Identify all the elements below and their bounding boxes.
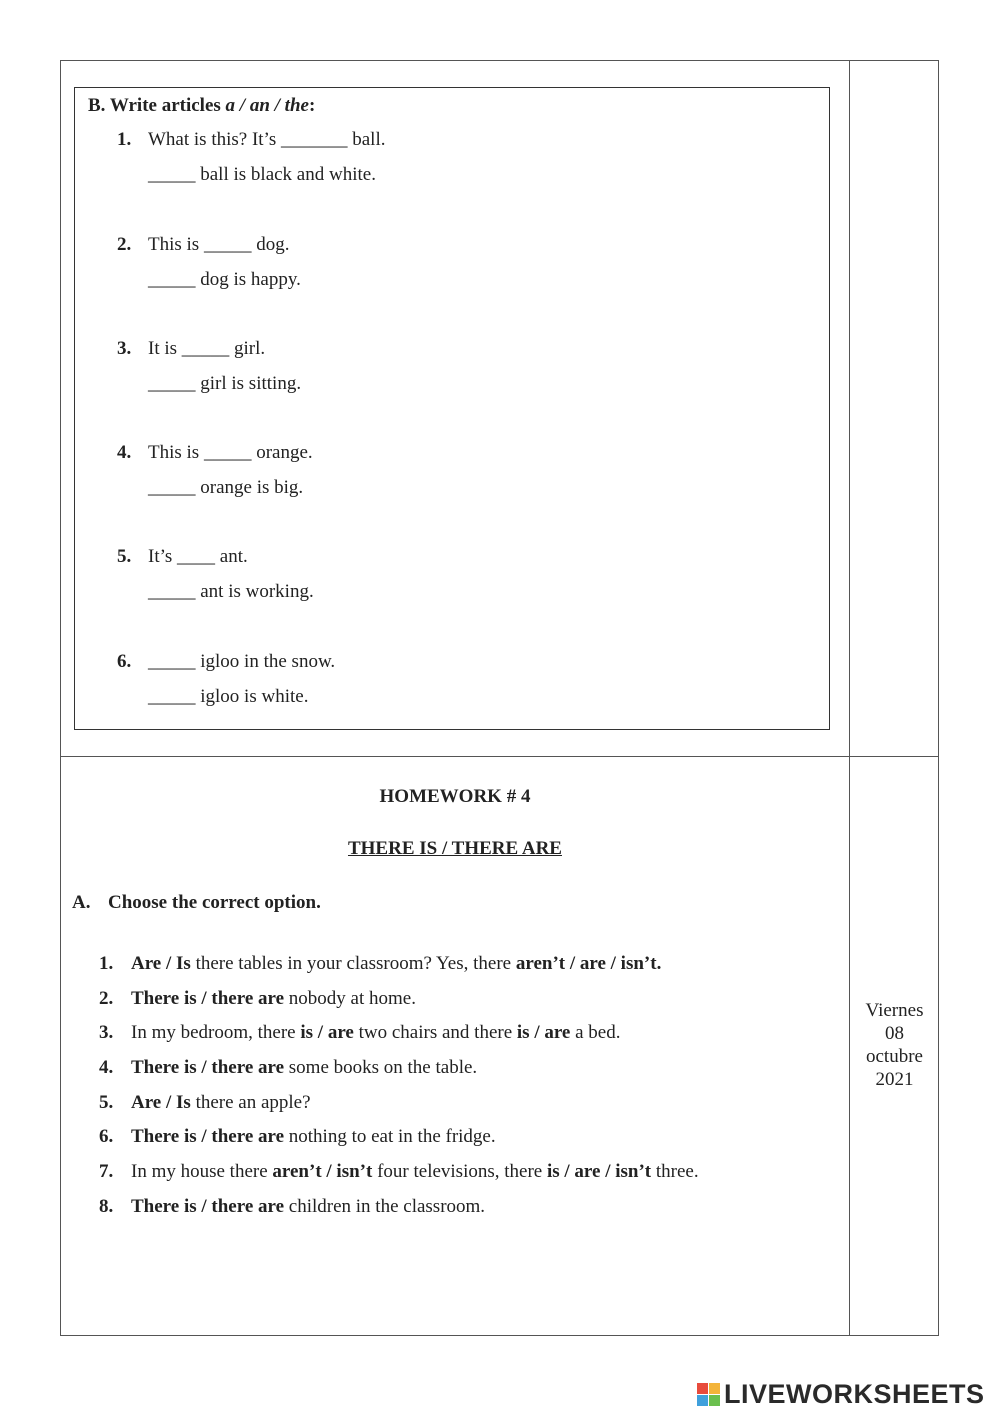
sentence-fragment: three. — [651, 1161, 699, 1182]
answer-options: Are / Is — [131, 953, 191, 974]
homework-item-text — [131, 1125, 496, 1149]
answer-options: aren’t / are / isn’t. — [515, 953, 662, 974]
homework-instruction-letter: A. — [72, 892, 91, 913]
sentence-fragment: nobody at home. — [284, 988, 416, 1009]
section-b-item-number: 3. — [117, 338, 132, 359]
homework-item-number: 5. — [99, 1092, 114, 1113]
section-b-item-number: 1. — [117, 129, 132, 150]
homework-instruction: Choose the correct option. — [108, 892, 321, 913]
homework-item-number: 3. — [99, 1022, 114, 1043]
sentence-fragment: children in the classroom. — [284, 1196, 486, 1217]
logo-square — [709, 1383, 720, 1394]
answer-options: There is / there are — [131, 1196, 285, 1217]
homework-subtitle: THERE IS / THERE ARE — [347, 838, 562, 859]
homework-item-number: 6. — [99, 1126, 114, 1147]
homework-item-text — [131, 1021, 621, 1045]
homework-item-text — [131, 1195, 485, 1219]
answer-options: aren’t / isn’t — [272, 1161, 373, 1182]
section-b-item-number: 6. — [117, 651, 132, 672]
homework-item-number: 7. — [99, 1161, 114, 1182]
sentence-fragment: some books on the table. — [284, 1057, 478, 1078]
logo-square — [697, 1383, 708, 1394]
section-b-item-line1: This is _____ orange. — [148, 442, 313, 463]
section-b-item-number: 5. — [117, 546, 132, 567]
answer-options: is / are / isn’t — [546, 1161, 652, 1182]
homework-item-text — [131, 1160, 699, 1184]
sentence-fragment: two chairs and there — [353, 1022, 517, 1043]
answer-options: Are / Is — [131, 1092, 191, 1113]
logo-square — [709, 1395, 720, 1406]
table-border-top — [60, 60, 939, 61]
table-border-left — [60, 60, 61, 1336]
sentence-fragment: there an apple? — [190, 1092, 311, 1113]
date-cell — [851, 999, 938, 1091]
homework-item-number: 8. — [99, 1196, 114, 1217]
liveworksheets-logo-icon — [697, 1383, 720, 1406]
answer-options: is / are — [516, 1022, 571, 1043]
sentence-fragment: four televisions, there — [372, 1161, 547, 1182]
section-b-item-number: 2. — [117, 234, 132, 255]
homework-item-text — [131, 987, 416, 1011]
date-year: 2021 — [875, 1069, 914, 1090]
section-b-item-line2: _____ dog is happy. — [148, 269, 301, 290]
sentence-fragment: In my bedroom, there — [131, 1022, 301, 1043]
section-b-item-number: 4. — [117, 442, 132, 463]
homework-item-text — [131, 952, 661, 976]
section-b-item-line2: _____ orange is big. — [148, 477, 304, 498]
section-b-item-line1: _____ igloo in the snow. — [148, 651, 336, 672]
sentence-fragment: a bed. — [570, 1022, 621, 1043]
liveworksheets-logo-text: LIVEWORKSHEETS — [724, 1378, 985, 1409]
sentence-fragment: In my house there — [131, 1161, 273, 1182]
section-b-item-line1: It is _____ girl. — [148, 338, 266, 359]
sentence-fragment: there tables in your classroom? Yes, there — [190, 953, 516, 974]
sentence-fragment: nothing to eat in the fridge. — [284, 1126, 496, 1147]
section-b-item-line1: What is this? It’s _______ ball. — [148, 129, 386, 150]
homework-item-number: 2. — [99, 988, 114, 1009]
answer-options: There is / there are — [131, 1126, 285, 1147]
table-border-right — [938, 60, 939, 1336]
homework-title: HOMEWORK # 4 — [379, 786, 531, 807]
answer-options: There is / there are — [131, 1057, 285, 1078]
date-month: octubre — [866, 1046, 923, 1067]
date-number: 08 — [885, 1023, 904, 1044]
section-b-item-line1: This is _____ dog. — [148, 234, 290, 255]
date-day: Viernes — [865, 1000, 924, 1021]
logo-square — [697, 1395, 708, 1406]
homework-item-number: 4. — [99, 1057, 114, 1078]
table-border-bottom — [60, 1335, 939, 1336]
homework-item-text — [131, 1056, 477, 1080]
section-b-item-line2: _____ igloo is white. — [148, 686, 309, 707]
section-b-heading: B. Write articles a / an / the: — [88, 95, 316, 116]
section-b-item-line2: _____ ball is black and white. — [148, 164, 376, 185]
section-b-item-line2: _____ ant is working. — [148, 581, 314, 602]
homework-item-number: 1. — [99, 953, 114, 974]
table-row-divider — [60, 756, 939, 757]
section-b-item-line2: _____ girl is sitting. — [148, 373, 302, 394]
table-column-divider — [849, 60, 850, 1336]
section-b-item-line1: It’s ____ ant. — [148, 546, 248, 567]
answer-options: is / are — [300, 1022, 354, 1043]
answer-options: There is / there are — [131, 988, 285, 1009]
liveworksheets-logo[interactable] — [697, 1378, 985, 1410]
homework-item-text — [131, 1091, 311, 1115]
